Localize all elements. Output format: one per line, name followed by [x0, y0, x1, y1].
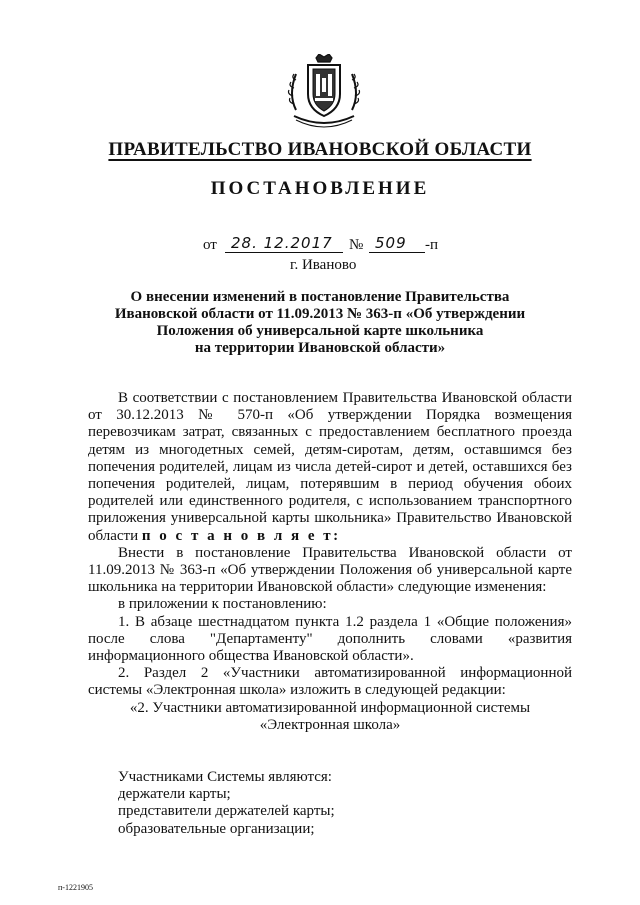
date-prefix: от — [203, 237, 217, 253]
document-body — [88, 390, 572, 838]
participant-item: представители держателей карты; — [118, 803, 335, 820]
paragraph-item-1: 1. В абзаце шестнадцатом пункта 1.2 раздела 1 «Общие положения» после слова "Департаменту" дополнить словами «развития информационного общества Ивановской области». — [88, 613, 572, 665]
paragraph-item-2: 2. Раздел 2 «Участники автоматизированной информационной системы «Электронная школа» изложить в следующей редакции: — [88, 665, 572, 699]
section-title-line-1: «2. Участники автоматизированной информационной системы — [129, 699, 531, 716]
footer-document-code: п-1221905 — [58, 883, 93, 892]
subject-line: Ивановской области от 11.09.2013 № 363-п «Об утверждении — [114, 306, 526, 322]
organization-title: ПРАВИТЕЛЬСТВО ИВАНОВСКОЙ ОБЛАСТИ — [108, 139, 532, 160]
participant-item: образовательные организации; — [118, 820, 315, 837]
intro-text: В соответствии с постановлением Правительства Ивановской области от 30.12.2013 № 570-п «Об утверждении Порядка возмещения перевозчикам затрат, связанных с предоставлением бесплатного проезда детям из многодетных семей, детям-сиротам, детям, оставшимся без попечения родителей, лицам из числа детей-сирот и детей, оставшихся без попечения родителей, лицам, потерявшим в период обучения обоих родителей или единственного родителя, с использованием транспортного приложения универсальной карты школьника» Правительство Ивановской области — [88, 390, 572, 544]
participant-item: держатели карты; — [118, 786, 231, 803]
section-title-line-2: «Электронная школа» — [259, 716, 401, 733]
document-date-number-line — [203, 234, 503, 256]
date-underline — [225, 252, 343, 253]
subject-line: О внесении изменений в постановление Правительства — [130, 289, 510, 305]
coat-of-arms-emblem — [286, 54, 362, 128]
paragraph-amend: Внести в постановление Правительства Ивановской области от 11.09.2013 № 363-п «Об утверждении Положения об универсальной карте школьника на территории Ивановской области» следующие изменения: — [88, 544, 572, 596]
paragraph-appendix: в приложении к постановлению: — [118, 596, 327, 613]
city-name: г. Иваново — [290, 257, 357, 273]
number-prefix: № — [349, 237, 364, 253]
handwritten-date: 28. 12.2017 — [231, 234, 333, 252]
participants-intro: Участниками Системы являются: — [118, 769, 332, 786]
spacer — [88, 734, 572, 769]
document-subject — [80, 289, 560, 357]
number-suffix: -п — [425, 237, 439, 253]
number-underline — [369, 252, 425, 253]
document-type-heading: ПОСТАНОВЛЕНИЕ — [210, 178, 430, 199]
handwritten-number: 509 — [375, 234, 407, 252]
subject-line: Положения об универсальной карте школьника — [156, 323, 484, 339]
resolves-word: п о с т а н о в л я е т: — [141, 527, 341, 544]
intro-paragraph — [88, 390, 572, 545]
subject-line: на территории Ивановской области» — [194, 340, 446, 356]
